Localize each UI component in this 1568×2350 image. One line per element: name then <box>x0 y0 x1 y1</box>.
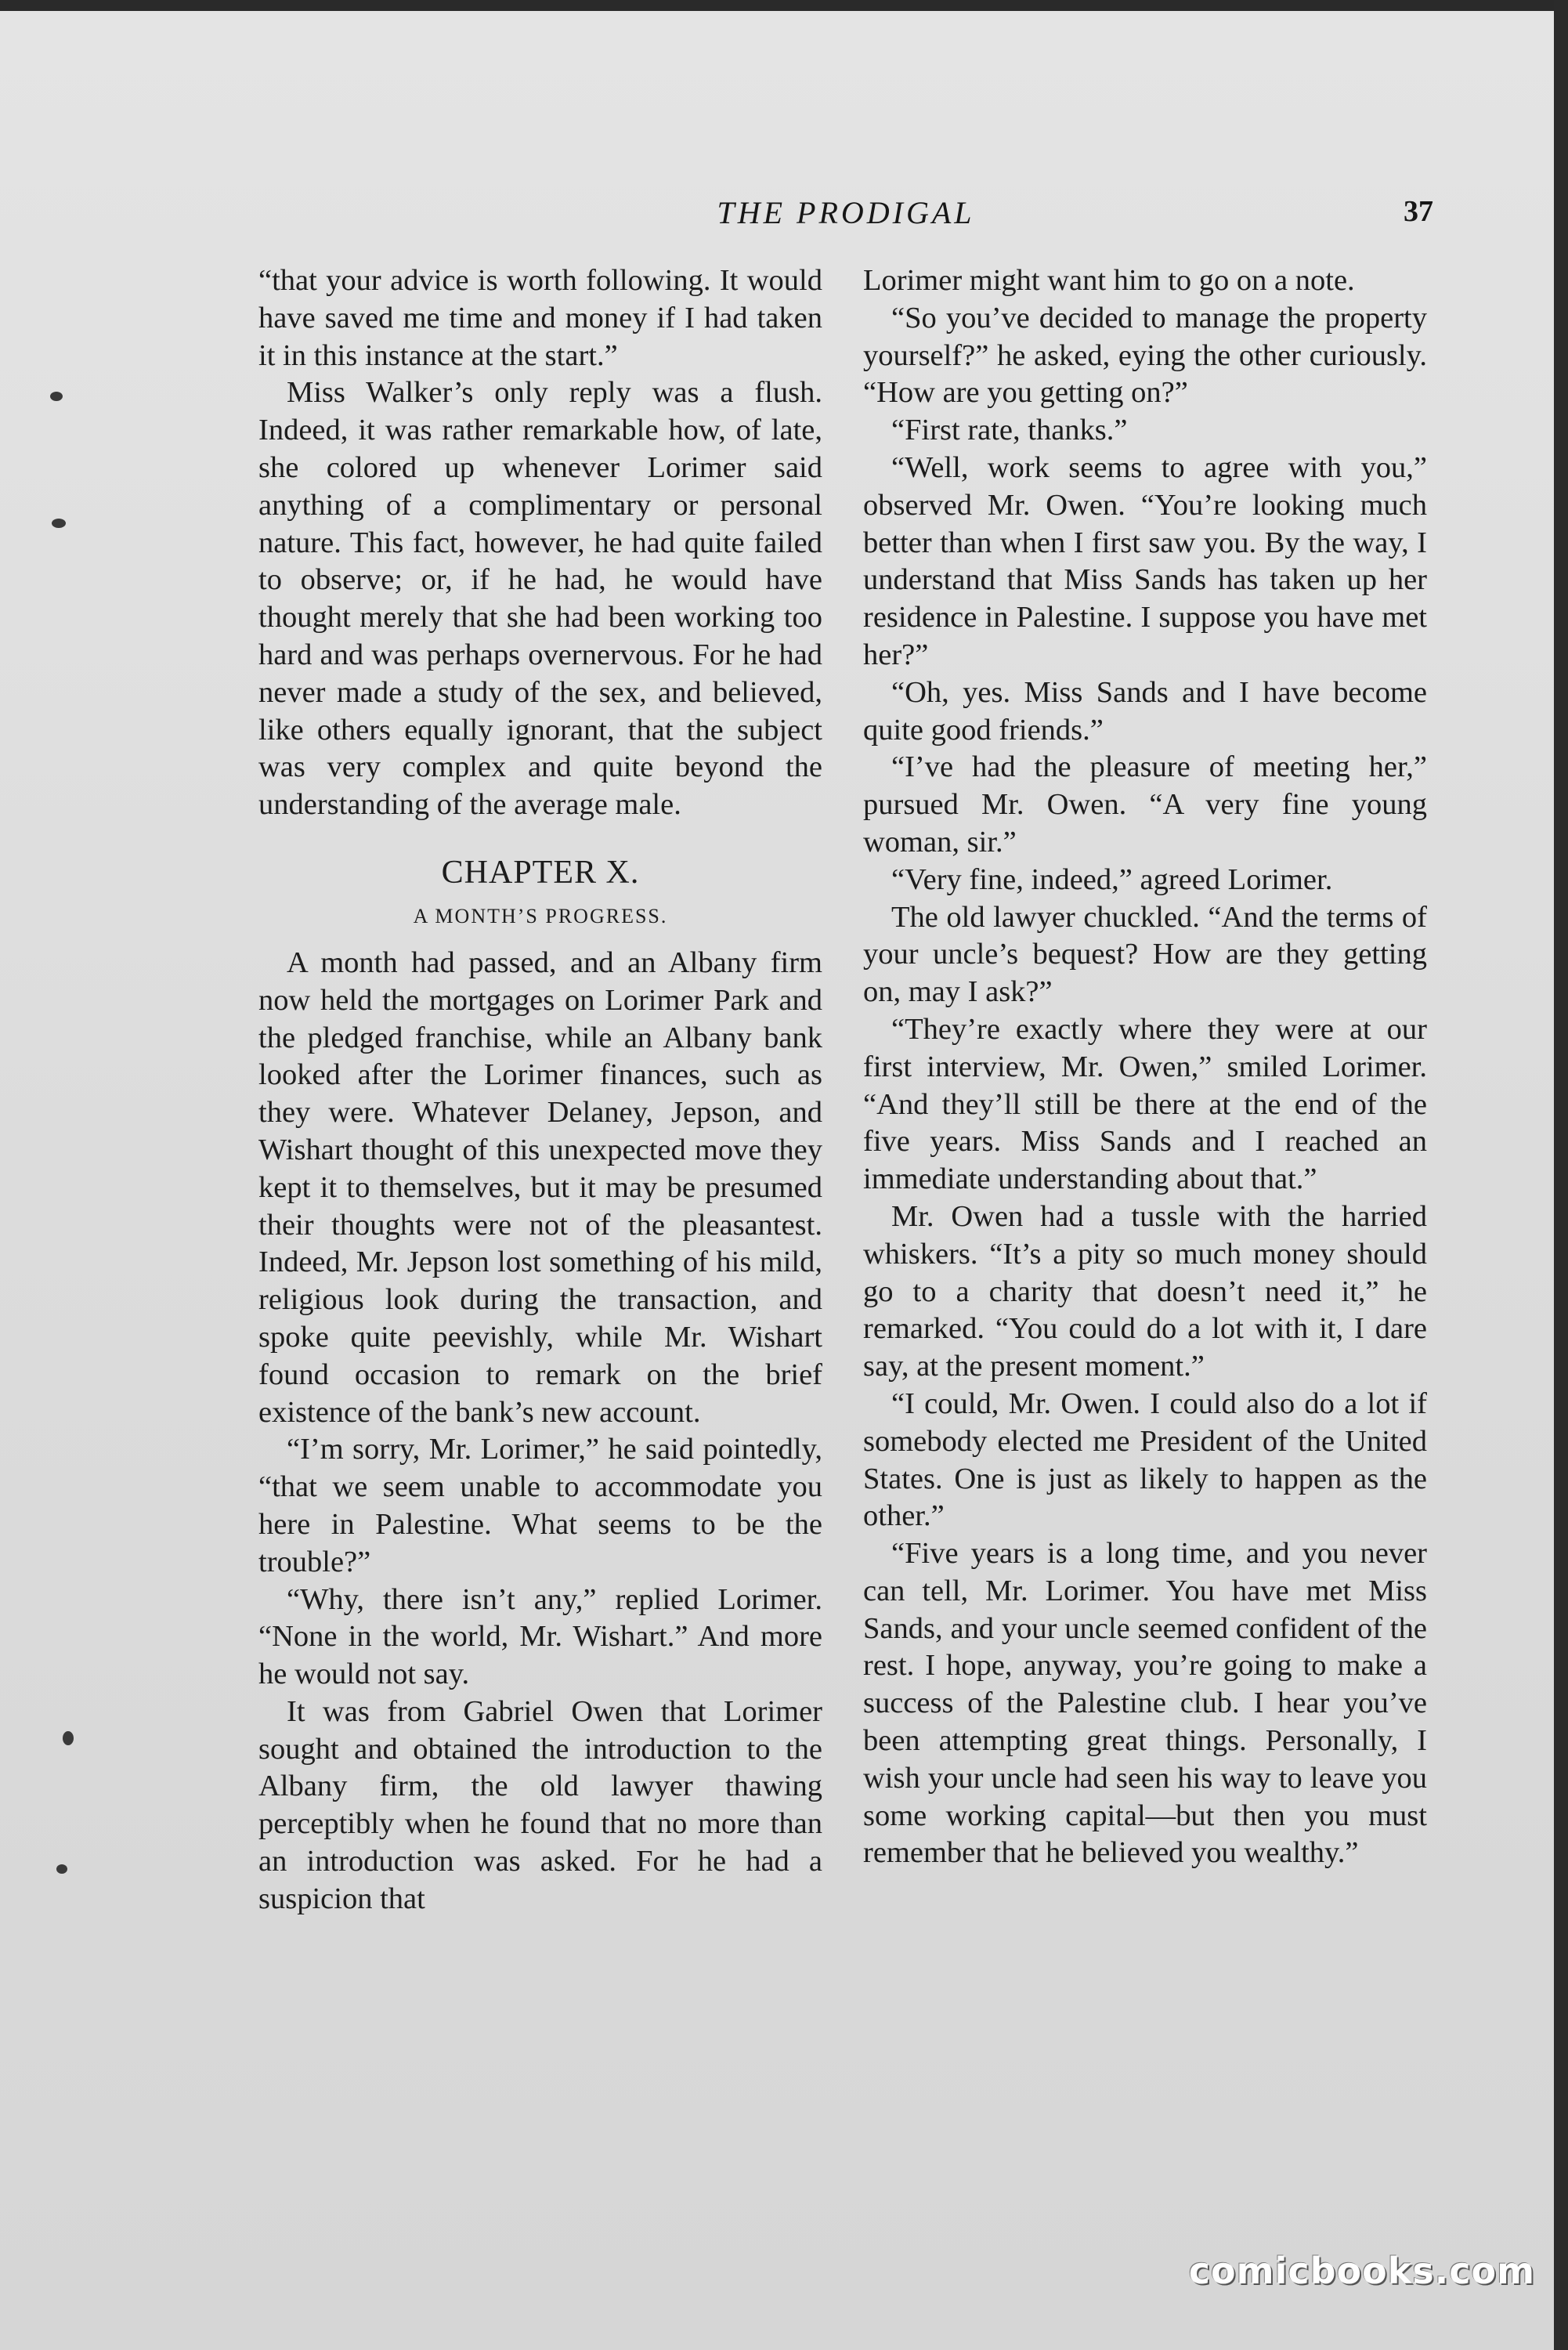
paragraph: “First rate, thanks.” <box>891 414 1128 447</box>
left-column <box>258 262 822 1918</box>
running-header <box>258 194 1433 238</box>
paragraph: “Oh, yes. Miss Sands and I have become quite good friends.” <box>863 675 1427 747</box>
paragraph: Mr. Owen had a tussle with the harried whiskers. “It’s a pity so much money should go to a charity that doesn’t need it,” he remarked. “You could do a lot with it, I dare say, at the present moment.” <box>863 1199 1427 1383</box>
right-column <box>863 262 1427 1872</box>
paragraph: Lorimer might want him to go on a note. <box>863 264 1355 297</box>
binding-hole-mark <box>52 519 66 528</box>
paragraph: “that your advice is worth following. It would have saved me time and money if I had taken it in this instance at the start.” <box>258 264 822 372</box>
chapter-subtitle: A MONTH’S PROGRESS. <box>413 904 668 927</box>
paragraph: It was from Gabriel Owen that Lorimer sought and obtained the introduction to the Albany firm, the old lawyer thawing perceptibly when he found that no more than an introduction was asked. For he had a suspicion that <box>258 1694 822 1915</box>
paragraph: Miss Walker’s only reply was a flush. Indeed, it was rather remarkable how, of late, she colored up whenever Lorimer said anything of a complimentary or personal nature. This fact, however, he had quite failed to observe; or, if he had, he would have thought merely that she had been working too hard and was perhaps overnervous. For he had never made a study of the sex, and believed, like others equally ignorant, that the subject was very complex and quite beyond the understanding of the average male. <box>258 376 822 822</box>
paragraph: “Why, there isn’t any,” replied Lorimer. “None in the world, Mr. Wishart.” And more he would not say. <box>258 1582 822 1691</box>
paragraph: “I’ve had the pleasure of meeting her,” pursued Mr. Owen. “A very fine young woman, sir.” <box>863 750 1427 859</box>
paragraph: “They’re exactly where they were at our first interview, Mr. Owen,” smiled Lorimer. “And they’ll still be there at the end of the five years. Miss Sands and I reached an immediate understanding about that.” <box>863 1012 1427 1196</box>
paragraph: “I could, Mr. Owen. I could also do a lot if somebody elected me President of the United States. One is just as likely to happen as the other.” <box>863 1386 1427 1533</box>
watermark-logo: comicbooks.com <box>1188 2250 1535 2292</box>
binding-hole-mark <box>56 1864 67 1874</box>
binding-hole-mark <box>50 392 63 401</box>
paragraph: “Very fine, indeed,” agreed Lorimer. <box>891 862 1333 896</box>
page-number: 37 <box>1404 195 1433 228</box>
paragraph: “So you’ve decided to manage the property yourself?” he asked, eying the other curiously. “How are you getting on?” <box>863 301 1427 410</box>
running-title: THE PRODIGAL <box>717 195 975 230</box>
binding-hole-mark <box>63 1731 74 1745</box>
paragraph: “Five years is a long time, and you never can tell, Mr. Lorimer. You have met Miss Sands, and your uncle seemed confident of the rest. I hope, anyway, you’re going to make a success of the Palestine club. I hear you’ve been attempting great things. Personally, I wish your uncle had seen his way to leave you some working capital—but then you must remember that he believed you wealthy.” <box>863 1537 1427 1870</box>
paragraph: A month had passed, and an Albany firm now held the mortgages on Lorimer Park and the pledged franchise, while an Albany bank looked after the Lorimer finances, such as they were. Whatever Delaney, Jepson, and Wishart thought of this unexpected move they kept it to themselves, but it may be presumed their thoughts were not of the pleasantest. Indeed, Mr. Jepson lost something of his mild, religious look during the transaction, and spoke quite peevishly, while Mr. Wishart found occasion to remark on the brief existence of the bank’s new account. <box>258 945 822 1429</box>
paragraph: “Well, work seems to agree with you,” observed Mr. Owen. “You’re looking much better than when I first saw you. By the way, I understand that Miss Sands has taken up her residence in Palestine. I suppose you have met her?” <box>863 450 1427 671</box>
paragraph: The old lawyer chuckled. “And the terms of your uncle’s bequest? How are they getting on, may I ask?” <box>863 900 1427 1009</box>
page-top-edge <box>0 0 1568 11</box>
page-right-edge <box>1554 0 1568 2350</box>
chapter-title: CHAPTER X. <box>441 854 640 891</box>
paragraph: “I’m sorry, Mr. Lorimer,” he said pointedly, “that we seem unable to accommodate you here in Palestine. What seems to be the trouble?” <box>258 1433 822 1578</box>
